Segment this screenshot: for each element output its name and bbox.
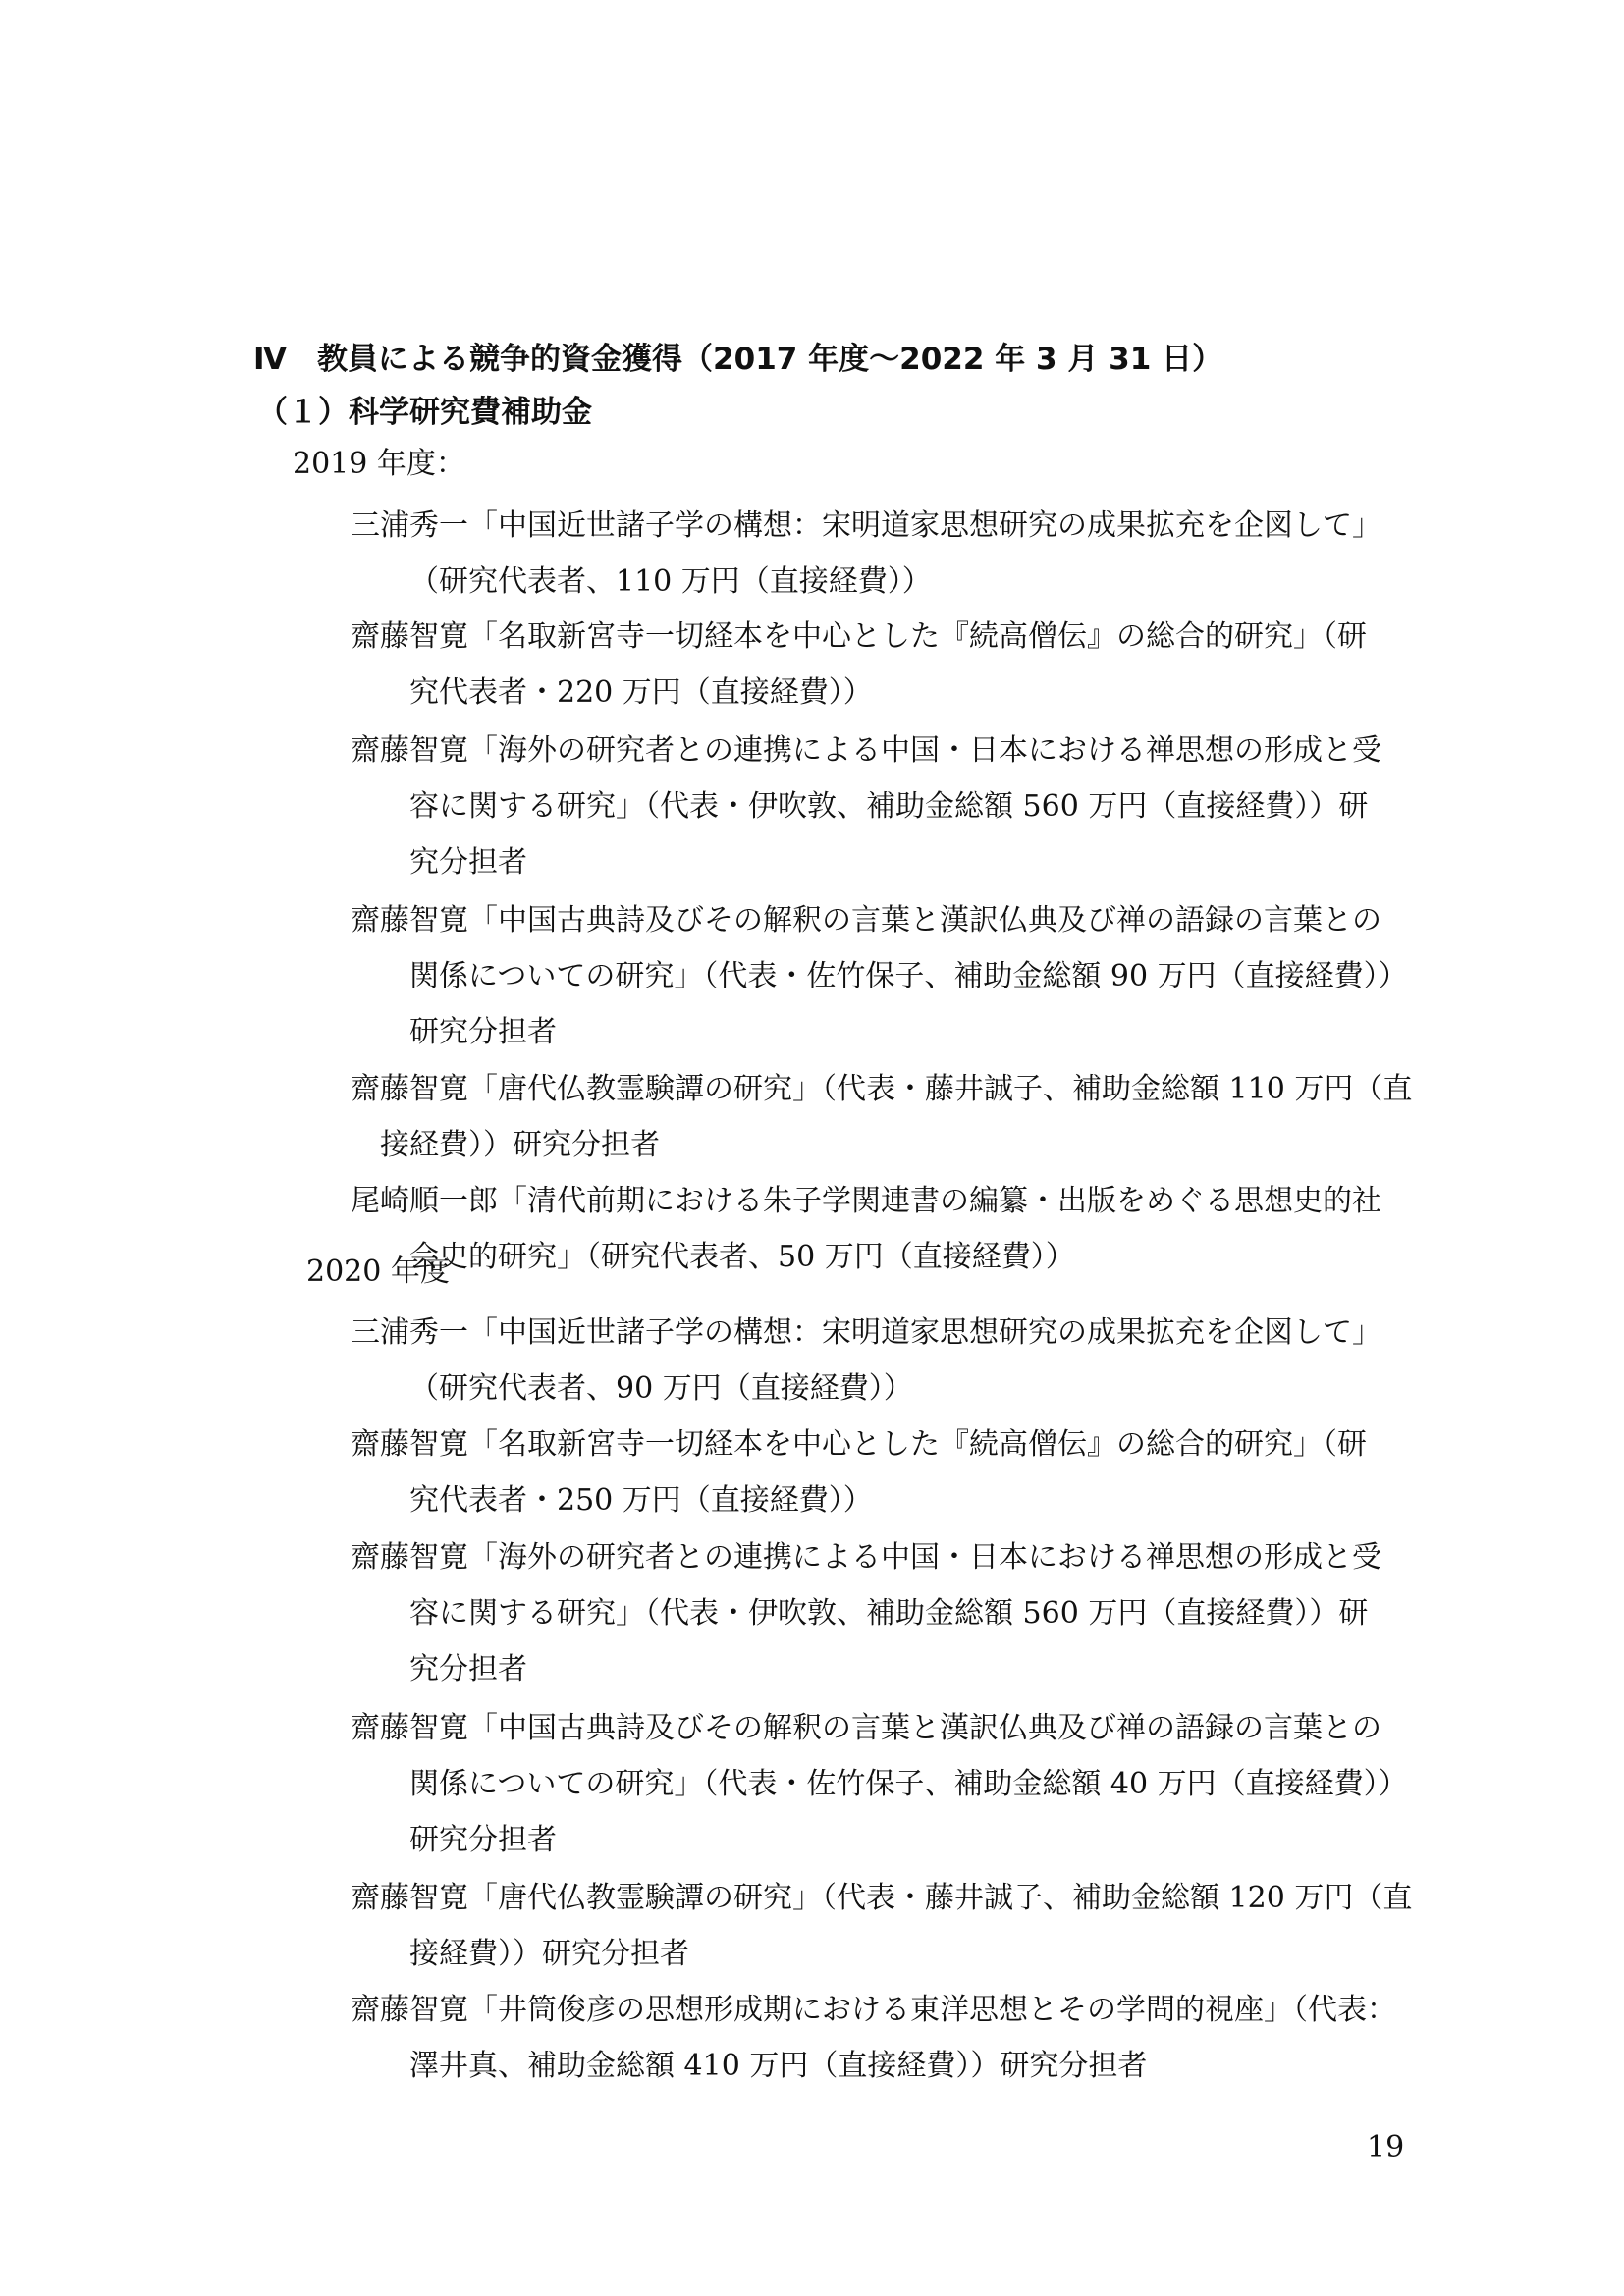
grant-entry <box>351 1529 1391 1697</box>
grant-entry-continuation: 接経費））研究分担者 <box>409 1937 689 1971</box>
grant-entry-continuation: 研究分担者 <box>409 1823 557 1857</box>
grant-entry <box>351 1173 1391 1285</box>
grant-entry-line: 三浦秀一「中国近世諸子学の構想：宋明道家思想研究の成果拡充を企図して」 <box>351 508 1381 543</box>
grant-entry-line: 尾崎順一郎「清代前期における朱子学関連書の編纂・出版をめぐる思想史的社 <box>351 1184 1381 1218</box>
grant-entry <box>351 1982 1396 2094</box>
section-heading: Ⅳ 教員による競争的資金獲得（2017 年度～2022 年 3 月 31 日） <box>253 342 1223 377</box>
grant-entry-continuation: 接経費））研究分担者 <box>380 1128 660 1162</box>
grant-entry-line: 齋藤智寛「唐代仏教霊験譚の研究」（代表・藤井誠子、補助金総額 110 万円（直 <box>351 1072 1413 1106</box>
grant-entry-continuation: 澤井真、補助金総額 410 万円（直接経費））研究分担者 <box>409 2049 1148 2083</box>
grant-entry-continuation: （研究代表者、110 万円（直接経費）） <box>409 564 932 599</box>
grant-entry-continuation: （研究代表者、90 万円（直接経費）） <box>409 1371 913 1406</box>
grant-entry <box>351 1870 1413 1982</box>
grant-entry-continuation: 究代表者・220 万円（直接経費）） <box>409 675 873 710</box>
grant-entry-line: 齋藤智寛「唐代仏教霊験譚の研究」（代表・藤井誠子、補助金総額 120 万円（直 <box>351 1881 1413 1915</box>
grant-entry-continuation: 関係についての研究」（代表・佐竹保子、補助金総額 90 万円（直接経費）） <box>409 959 1408 993</box>
grant-entry-continuation: 究分担者 <box>409 1652 527 1686</box>
grant-entry-continuation: 関係についての研究」（代表・佐竹保子、補助金総額 40 万円（直接経費）） <box>409 1767 1408 1801</box>
grant-entry-continuation: 容に関する研究」（代表・伊吹敦、補助金総額 560 万円（直接経費））研 <box>409 1596 1369 1630</box>
grant-entry-continuation: 会史的研究」（研究代表者、50 万円（直接経費）） <box>409 1240 1075 1274</box>
grant-entry-line: 齋藤智寛「名取新宮寺一切経本を中心とした『続高僧伝』の総合的研究」（研 <box>351 1427 1367 1462</box>
year-label: 2019 年度： <box>293 447 465 481</box>
grant-entry <box>351 609 1391 721</box>
grant-entry-line: 齋藤智寛「井筒俊彦の思想形成期における東洋思想とその学問的視座」（代表： <box>351 1993 1396 2027</box>
grant-entry <box>351 1416 1391 1528</box>
grant-entry <box>351 498 1391 610</box>
grant-entry-line: 齋藤智寛「名取新宮寺一切経本を中心とした『続高僧伝』の総合的研究」（研 <box>351 619 1367 654</box>
grant-entry-continuation: 究代表者・250 万円（直接経費）） <box>409 1483 873 1518</box>
grant-entry <box>351 1305 1391 1416</box>
grant-entry <box>351 1700 1408 1868</box>
grant-entry-continuation: 究分担者 <box>409 845 527 880</box>
grant-entry-line: 齋藤智寛「海外の研究者との連携による中国・日本における禅思想の形成と受 <box>351 1540 1381 1575</box>
grant-entry <box>351 722 1391 890</box>
page-number: 19 <box>1367 2130 1405 2164</box>
grant-entry-line: 齋藤智寛「中国古典詩及びその解釈の言葉と漢訳仏典及び禅の語録の言葉との <box>351 1711 1381 1745</box>
grant-entry-continuation: 容に関する研究」（代表・伊吹敦、補助金総額 560 万円（直接経費））研 <box>409 789 1369 824</box>
grant-entry-line: 三浦秀一「中国近世諸子学の構想：宋明道家思想研究の成果拡充を企図して」 <box>351 1315 1381 1350</box>
grant-entry-line: 齋藤智寛「中国古典詩及びその解釈の言葉と漢訳仏典及び禅の語録の言葉との <box>351 903 1381 937</box>
subsection-heading: （１）科学研究費補助金 <box>257 395 592 430</box>
grant-entry-continuation: 研究分担者 <box>409 1015 557 1049</box>
grant-entry <box>351 1061 1413 1173</box>
grant-entry-line: 齋藤智寛「海外の研究者との連携による中国・日本における禅思想の形成と受 <box>351 733 1381 768</box>
grant-entry <box>351 892 1408 1060</box>
year-label: 2020 年度 <box>306 1255 450 1289</box>
